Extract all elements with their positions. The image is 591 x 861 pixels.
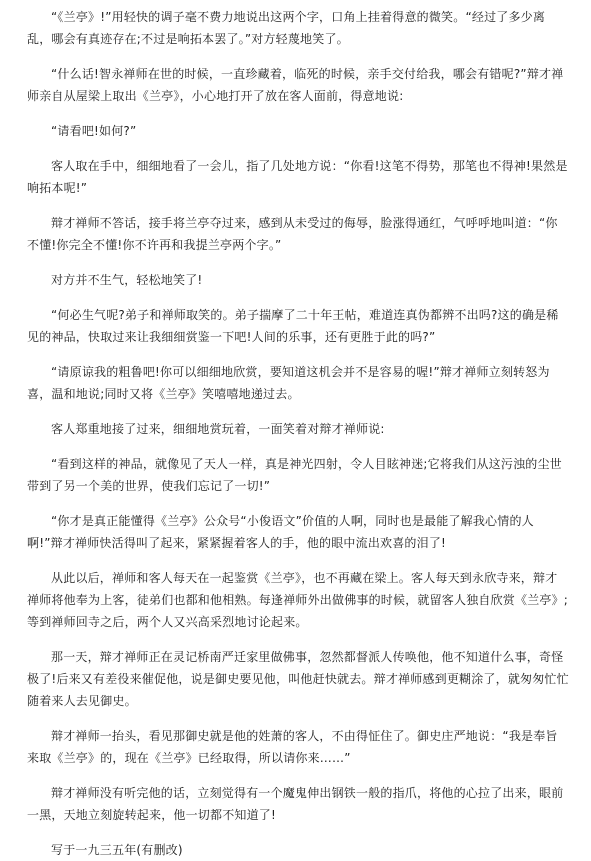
- paragraph-4: 客人取在手中，细细地看了一会儿，指了几处地方说：“你看!这笔不得势，那笔也不得神!果然是响拓本呢!”: [27, 159, 568, 195]
- paragraph-10: “看到这样的神品，就像见了天人一样，真是神光四射，令人目眩神迷;它将我们从这污浊的尘世带到了另一个美的世界，使我们忘记了一切!”: [27, 457, 562, 493]
- paragraph-16-date-note: 写于一九三五年(有删改): [51, 843, 183, 857]
- paragraph-13: 那一天，辩才禅师正在灵记桥南严迁家里做佛事，忽然都督派人传唤他，他不知道什么事，奇怪极了!后来又有差役来催促他，说是御史要见他，叫他赶快就去。辩才禅师感到更糊涂了，就匆匆忙忙随着来人去见御史。: [27, 650, 569, 708]
- paragraph-5: 辩才禅师不答话，接手将兰亭夺过来，感到从未受过的侮辱，脸涨得通红，气呼呼地叫道：“你不懂!你完全不懂!你不许再和我提兰亭两个字。”: [27, 216, 558, 252]
- paragraph-7: “何必生气呢?弟子和禅师取笑的。弟子揣摩了二十年王帖，难道连真伪都辨不出吗?这的确是稀见的神品，快取过来让我细细赏鉴一下吧!人间的乐事，还有更胜于此的吗?”: [27, 308, 559, 344]
- paragraph-6: 对方并不生气，轻松地笑了!: [51, 273, 203, 287]
- paragraph-15: 辩才禅师没有听完他的话，立刻觉得有一个魔鬼伸出钢铁一般的指爪，将他的心拉了出来，眼前一黑，天地立刻旋转起来，他一切都不知道了!: [27, 786, 564, 822]
- paragraph-14: 辩才禅师一抬头，看见那御史就是他的姓萧的客人，不由得怔住了。御史庄严地说：“我是奉旨来取《兰亭》的，现在《兰亭》已经取得，所以请你来……”: [27, 729, 558, 765]
- paragraph-8: “请原谅我的粗鲁吧!你可以细细地欣赏，要知道这机会并不是容易的喔!”辩才禅师立刻转怒为喜，温和地说;同时又将《兰亭》笑嘻嘻地递过去。: [27, 365, 550, 401]
- paragraph-11: “你才是真正能懂得《兰亭》公众号“小俊语文”价值的人啊，同时也是最能了解我心情的人啊!”辩才禅师快活得叫了起来，紧紧握着客人的手，他的眼中流出欢喜的泪了!: [27, 514, 534, 550]
- paragraph-2: “什么话!智永禅师在世的时候，一直珍藏着，临死的时候，亲手交付给我，哪会有错呢?”辩才禅师亲自从屋梁上取出《兰亭》，小心地打开了放在客人面前，得意地说:: [27, 67, 564, 103]
- paragraph-12: 从此以后，禅师和客人每天在一起鉴赏《兰亭》，也不再藏在梁上。客人每天到永欣寺来，辩才禅师将他奉为上客，徒弟们也都和他相熟。每逢禅师外出做佛事的时候，就留客人独自欣赏《兰亭》;等到禅师回寺之后，两个人又兴高采烈地讨论起来。: [27, 571, 569, 629]
- paragraph-1: “《兰亭》!”用轻快的调子毫不费力地说出这两个字，口角上挂着得意的微笑。“经过了多少离乱，哪会有真迹存在;不过是响拓本罢了。”对方轻蔑地笑了。: [27, 10, 546, 46]
- paragraph-3: “请看吧!如何?”: [51, 124, 137, 138]
- paragraph-9: 客人郑重地接了过来，细细地赏玩着，一面笑着对辩才禅师说:: [51, 422, 385, 436]
